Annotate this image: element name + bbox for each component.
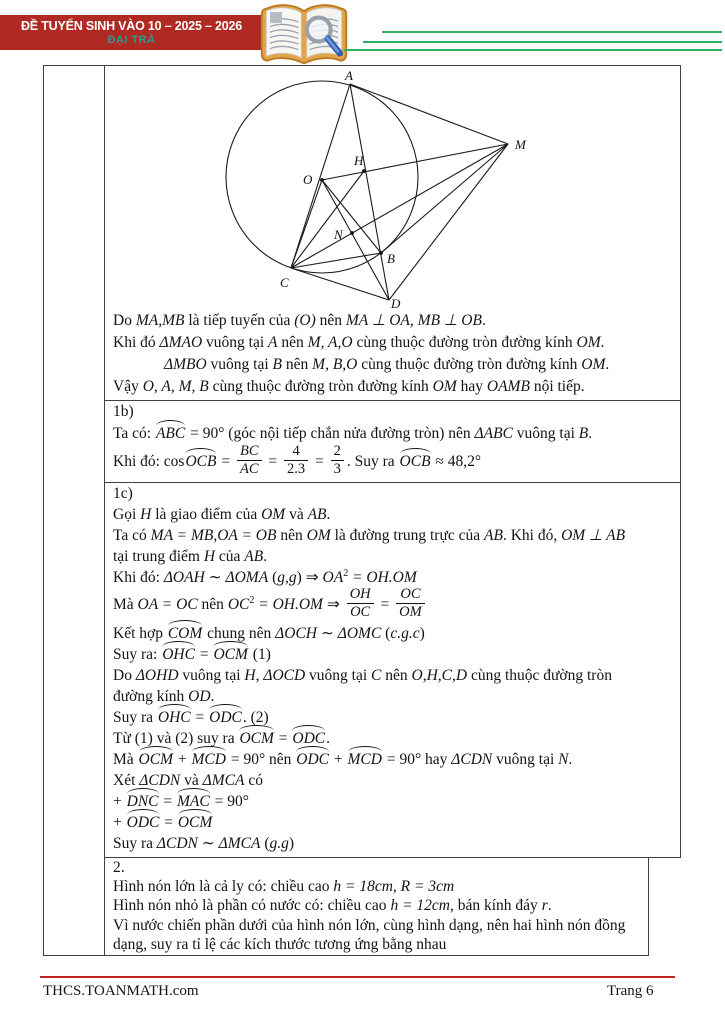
fraction-numerator: BC <box>237 443 262 461</box>
angle-run: ABC <box>155 423 186 445</box>
text-run: . <box>588 425 593 442</box>
text-run: nên <box>277 334 308 351</box>
banner-subtitle: ĐẠI TRÀ <box>107 34 156 46</box>
solution-line <box>105 833 679 854</box>
text-run: = <box>217 453 234 471</box>
solution-row-1a <box>105 66 679 399</box>
fraction-denominator: 3 <box>333 461 341 477</box>
fraction <box>284 443 308 478</box>
segment-MB <box>381 144 508 253</box>
text-run: + <box>113 793 126 810</box>
text-run: Do <box>113 667 136 684</box>
point-dot-B <box>379 251 383 255</box>
text-run: Suy ra <box>113 709 157 726</box>
math-run: g,g <box>277 569 297 586</box>
text-run: là đường trung trực của <box>330 527 484 544</box>
text-run: + <box>174 751 191 768</box>
segment-OD <box>322 180 389 300</box>
text-run: + <box>330 751 347 768</box>
math-run: ΔOMA <box>225 569 269 586</box>
solution-line <box>105 686 679 707</box>
segment-MC <box>291 144 508 268</box>
solution-row-1c <box>105 483 679 856</box>
text-run: của <box>215 548 245 565</box>
angle-run: ODC <box>296 751 330 768</box>
fraction-numerator: OH <box>347 586 374 604</box>
fraction <box>331 443 344 478</box>
text-run: nên <box>315 312 346 329</box>
text-run: vuông tại <box>512 425 579 442</box>
text-run: Ta có <box>113 527 151 544</box>
text-run: Xét <box>113 772 140 789</box>
text-run: cùng thuộc đường tròn đường kính <box>357 356 582 373</box>
text-run: Mà <box>113 596 138 614</box>
math-run: AB <box>484 527 503 544</box>
math-run: OM ⊥ AB <box>561 527 626 544</box>
math-run: h = 12cm <box>390 897 450 915</box>
math-run: AB <box>244 548 264 565</box>
row-label <box>105 483 679 504</box>
text-run: . <box>326 506 331 523</box>
math-run: H <box>244 667 256 684</box>
math-run: OM <box>581 356 606 373</box>
point-label-D: D <box>391 296 401 310</box>
angle-run: DNC <box>126 793 159 810</box>
solution-line <box>105 812 679 833</box>
text-run: có <box>244 772 263 789</box>
math-run: h = 18cm, R = 3cm <box>333 878 455 896</box>
text-run: (1) <box>248 646 271 663</box>
text-run: , <box>255 667 264 684</box>
text-run: vuông tại <box>178 667 245 684</box>
header-rule-1 <box>382 31 722 33</box>
angle-run: OHC <box>157 709 191 726</box>
fraction-denominator: 2.3 <box>287 461 306 477</box>
angle-run: MCD <box>191 751 226 768</box>
math-run: ΔMBO <box>164 356 207 373</box>
solution-line <box>105 728 679 749</box>
angle-run: OCM <box>213 646 248 663</box>
table-border-bottom <box>43 955 649 956</box>
text-run: + <box>113 814 126 831</box>
text-run: Suy ra: <box>113 646 162 663</box>
text-run: Vậy <box>113 378 143 395</box>
text-run: 1c) <box>113 485 133 502</box>
left-column-cell <box>44 66 104 955</box>
math-run: = OH.OM <box>254 596 323 614</box>
fraction-denominator: AC <box>239 461 259 477</box>
math-run: OM <box>261 506 286 523</box>
text-run: vuông tại <box>492 751 559 768</box>
text-run: = <box>376 596 394 614</box>
text-run: = <box>274 730 292 747</box>
banner-title: ĐỀ TUYỂN SINH VÀO 10 – 2025 – 2026 <box>20 19 243 33</box>
math-run: OM <box>432 378 457 395</box>
text-run: 2. <box>113 859 125 876</box>
text-run: , bán kính đáy <box>449 897 542 915</box>
text-run: vuông tại <box>202 334 269 351</box>
math-run: H <box>140 506 152 523</box>
math-run: MA,MB <box>135 312 185 329</box>
text-run: = <box>159 793 176 810</box>
text-run: = <box>311 453 328 471</box>
math-run: ΔABC <box>474 425 513 442</box>
math-run: ΔMCA <box>218 835 261 852</box>
math-run: ΔMCA <box>202 772 245 789</box>
solution-line <box>105 354 679 376</box>
solution-line <box>105 588 679 623</box>
text-run: . (2) <box>242 709 269 726</box>
text-run: Ta có: <box>113 425 155 442</box>
text-run: là giao điểm của <box>151 506 262 523</box>
math-run: c.g.c <box>390 625 420 642</box>
text-run: = <box>195 646 213 663</box>
text-run: ∼ <box>204 569 226 586</box>
text-run: đường kính <box>113 688 189 705</box>
text-run: chung nên <box>203 625 276 642</box>
superscript: 2 <box>249 594 255 606</box>
math-run: ΔCDN <box>139 772 181 789</box>
header-rule-2 <box>363 41 722 43</box>
table-border-right-lower <box>648 857 649 956</box>
point-label-C: C <box>280 275 289 290</box>
math-run: g.g <box>269 835 289 852</box>
solution-line <box>105 877 647 896</box>
angle-run: ODC <box>126 814 160 831</box>
superscript: 2 <box>343 567 349 579</box>
math-run: B <box>578 425 589 442</box>
text-run: và <box>180 772 203 789</box>
segment-AD <box>350 84 389 300</box>
solution-line <box>105 916 647 935</box>
table-border-right-upper <box>680 65 681 858</box>
angle-run: OCM <box>239 730 274 747</box>
text-run: ≈ 48,2° <box>431 453 482 471</box>
text-run: ) <box>288 835 295 852</box>
solution-line <box>105 504 679 525</box>
text-run: vuông tại <box>305 667 372 684</box>
math-run: = OH.OM <box>348 569 417 586</box>
text-run: = <box>160 814 177 831</box>
text-run: . Khi đó, <box>502 527 562 544</box>
text-run: = 90° hay <box>382 751 452 768</box>
math-run: OM <box>576 334 601 351</box>
text-run: 1b) <box>113 403 134 420</box>
text-run: ) <box>419 625 425 642</box>
text-run: . <box>547 897 552 915</box>
main-circle <box>226 81 418 273</box>
angle-run: ODC <box>209 709 242 726</box>
segment-OC <box>291 180 322 268</box>
text-run: . <box>568 751 573 768</box>
footer-rule <box>40 976 675 978</box>
math-run: (O) <box>294 312 316 329</box>
math-run: MA ⊥ OA, MB ⊥ OB <box>345 312 482 329</box>
text-run: cùng thuộc đường tròn <box>467 667 612 684</box>
math-run: C <box>371 667 382 684</box>
segment-MA <box>350 84 508 144</box>
row-label <box>105 401 679 423</box>
text-run: cùng thuộc đường tròn đường kính <box>208 378 433 395</box>
math-run: ΔCDN <box>156 835 198 852</box>
segment-OB <box>322 180 381 253</box>
solution-line <box>105 935 647 954</box>
row-label <box>105 858 647 877</box>
text-run: . <box>210 688 215 705</box>
solution-line <box>105 896 647 915</box>
math-run: ΔMAO <box>159 334 203 351</box>
solution-row-2 <box>105 858 647 954</box>
solution-line <box>105 665 679 686</box>
text-run: là tiếp tuyến của <box>184 312 295 329</box>
point-dot-N <box>350 231 354 235</box>
geometry-figure <box>215 66 540 310</box>
math-run: OD <box>188 688 211 705</box>
fraction-denominator: OC <box>350 604 371 620</box>
text-run: = 90° (góc nội tiếp chắn nửa đường tròn) nên <box>186 425 475 442</box>
text-run: ( <box>260 835 270 852</box>
solution-line <box>105 310 679 332</box>
text-run: Khi đó: cos <box>113 453 185 471</box>
angle-run: MAC <box>177 793 210 810</box>
fraction-denominator: OM <box>399 604 422 620</box>
math-run: ΔCDN <box>451 751 493 768</box>
math-run: OM <box>306 527 331 544</box>
angle-run: ODC <box>292 730 326 747</box>
point-label-A: A <box>345 68 353 83</box>
text-run: . <box>481 312 486 329</box>
text-run: Từ (1) và (2) suy ra <box>113 730 239 747</box>
angle-run: MCD <box>347 751 382 768</box>
angle-run: OCB <box>184 451 217 473</box>
fraction-numerator: 2 <box>331 443 344 461</box>
text-run: Mà <box>113 751 138 768</box>
text-run: = <box>191 709 209 726</box>
point-dot-H <box>362 169 366 173</box>
text-run: nên <box>282 356 313 373</box>
math-run: O, A, M, B <box>142 378 209 395</box>
math-run: H <box>203 548 216 565</box>
text-run: Do <box>113 312 136 329</box>
math-run: ΔOCD <box>263 667 306 684</box>
solution-line <box>105 707 679 728</box>
math-run: N <box>558 751 569 768</box>
angle-run: OCM <box>177 814 213 831</box>
math-run: r <box>541 897 548 915</box>
angle-run: COM <box>167 625 203 642</box>
text-run: Gọi <box>113 506 141 523</box>
solution-row-1b <box>105 401 679 482</box>
solution-line <box>105 644 679 665</box>
footer-page-number: Trang 6 <box>607 983 654 999</box>
fraction-numerator: OC <box>396 586 425 604</box>
text-run: và <box>285 506 308 523</box>
solution-line <box>105 525 679 546</box>
text-run: ∼ <box>197 835 219 852</box>
text-run: . Suy ra <box>346 453 399 471</box>
math-run: M, A,O <box>307 334 353 351</box>
solution-line <box>105 749 679 770</box>
text-run: nên <box>276 527 307 544</box>
text-run: = <box>264 453 281 471</box>
text-run: . <box>326 730 331 747</box>
text-run: nên <box>381 667 412 684</box>
header-rule-3 <box>344 49 722 51</box>
text-run: . <box>600 334 605 351</box>
text-run: Hình nón nhỏ là phần có nước có: chiều cao <box>113 897 391 915</box>
math-run: ΔOMC <box>337 625 382 642</box>
math-run: OA = OC <box>137 596 198 614</box>
solution-line <box>105 332 679 354</box>
point-label-B: B <box>387 251 395 266</box>
text-run: Suy ra <box>113 835 157 852</box>
solution-line <box>105 567 679 588</box>
math-run: ΔOCH <box>275 625 317 642</box>
text-run: Khi đó <box>113 334 160 351</box>
text-run: ( <box>381 625 391 642</box>
solution-line <box>105 423 679 445</box>
solution-line <box>105 376 679 398</box>
point-label-M: M <box>515 137 526 152</box>
text-run: . <box>605 356 610 373</box>
text-run: = 90° <box>210 793 249 810</box>
text-run: hay <box>456 378 487 395</box>
text-run: ∼ <box>317 625 338 642</box>
fraction <box>396 586 425 621</box>
text-run: tại trung điểm <box>113 548 204 565</box>
angle-run: OCM <box>138 751 173 768</box>
solution-line <box>105 546 679 567</box>
math-run: AB <box>307 506 327 523</box>
text-run: ) ⇒ <box>296 569 323 586</box>
text-run: Kết hợp <box>113 625 167 642</box>
angle-run: OHC <box>162 646 195 663</box>
segment-CH <box>291 171 364 268</box>
point-label-H: H <box>354 153 364 168</box>
text-run: ( <box>268 569 278 586</box>
text-run: nội tiếp. <box>529 378 585 395</box>
text-run: cùng thuộc đường tròn đường kính <box>352 334 577 351</box>
solution-line <box>105 623 679 644</box>
footer-site: THCS.TOANMATH.com <box>43 983 199 999</box>
point-label-O: O <box>303 172 313 187</box>
page-image-placeholder <box>270 12 282 23</box>
fraction <box>347 586 374 621</box>
angle-run: OCB <box>399 451 432 473</box>
point-label-N: N <box>334 227 343 242</box>
segment-OM <box>322 144 508 180</box>
text-run: nên <box>197 596 228 614</box>
math-run: MA = MB,OA = OB <box>150 527 277 544</box>
text-run: = 90° nên <box>226 751 296 768</box>
math-run: ΔOHD <box>135 667 179 684</box>
math-run: M, B,O <box>312 356 358 373</box>
book-magnifier-icon <box>258 1 350 69</box>
exam-banner <box>0 15 263 50</box>
point-dot-O <box>320 178 324 182</box>
math-run: OC <box>227 596 250 614</box>
math-run: ΔOAH <box>163 569 205 586</box>
math-run: OA <box>322 569 344 586</box>
math-run: OAMB <box>486 378 530 395</box>
text-run: Khi đó: <box>113 569 164 586</box>
text-run: . <box>263 548 268 565</box>
math-run: A <box>268 334 278 351</box>
solution-line <box>105 445 679 480</box>
fraction <box>237 443 262 478</box>
text-run: ⇒ <box>322 596 344 614</box>
text-run: Vì nước chiến phần dưới của hình nón lớn, cùng hình dạng, nên hai hình nón đồng <box>113 916 626 934</box>
text-run: dạng, suy ra tỉ lệ các kích thước tương ứng bằng nhau <box>113 935 447 953</box>
math-run: O,H,C,D <box>411 667 468 684</box>
math-run: B <box>272 356 283 373</box>
fraction-numerator: 4 <box>284 443 308 461</box>
text-run: vuông tại <box>206 356 273 373</box>
text-run: Hình nón lớn là cả ly có: chiều cao <box>113 878 334 896</box>
